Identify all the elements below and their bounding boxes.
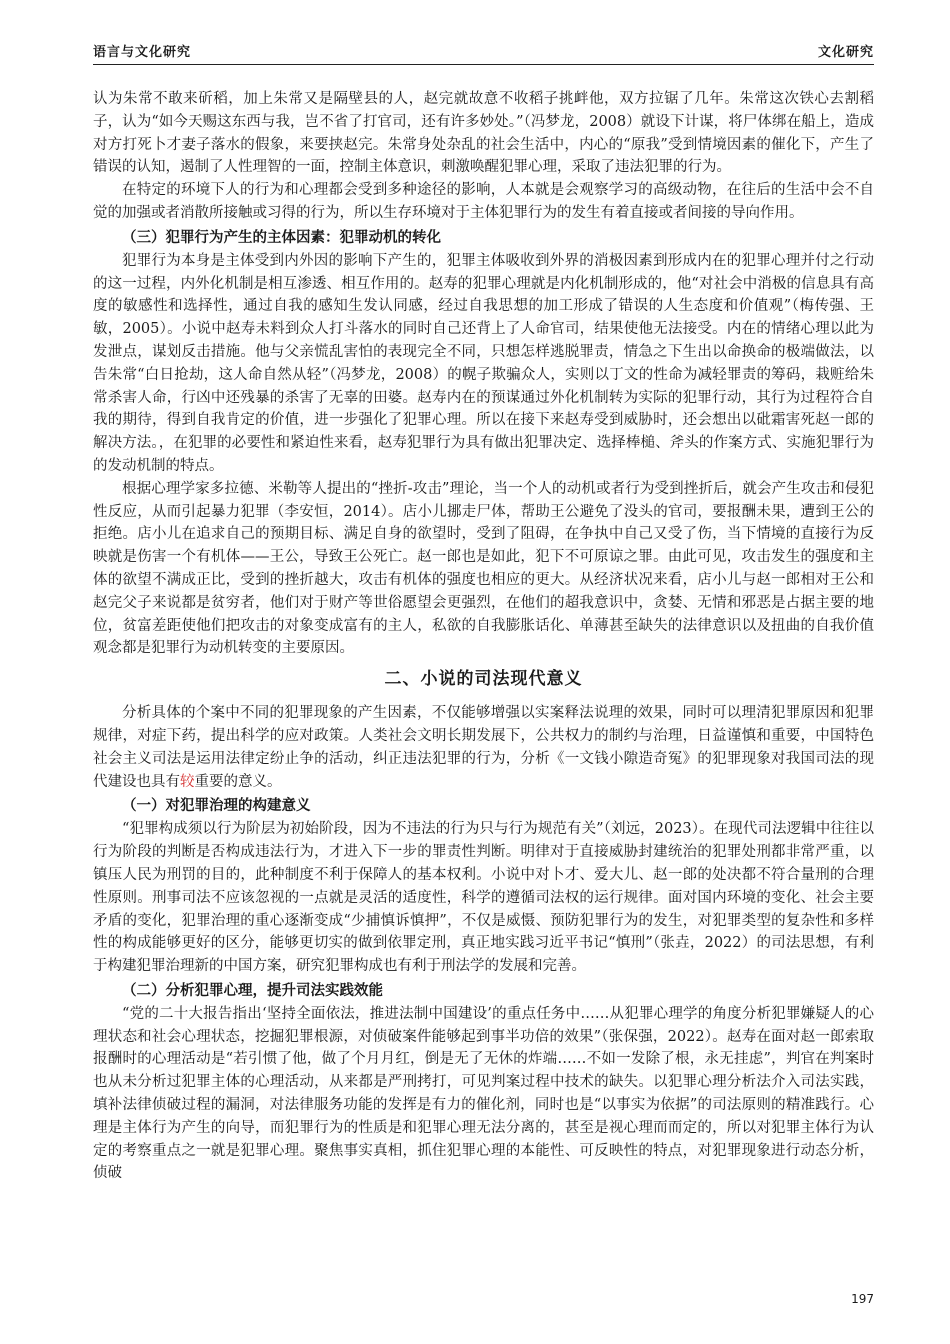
subsection-heading: （一）对犯罪治理的构建意义 xyxy=(122,798,311,815)
paragraph: “党的二十大报告指出‘坚持全面依法，推进法制中国建设’的重点任务中……从犯罪心理学的角度分析犯罪嫌疑人的心理状态和社会心理状态，挖掘犯罪根源，对侦破案件能够起到事半功倍的效果”（张保强，2022）。赵寿在面对赵一郎索取报酬时的心理活动是“若引惯了他，做了个月月红，倒是无了无休的炸端……不如一发除了根，永无挂虑”，判官在判案时也从未分析过犯罪主体的心理活动，从来都是严刑拷打，可见判案过程中技术的缺失。以犯罪心理分析法介入司法实践，填补法律侦破过程的漏洞，对法律服务功能的发挥是有力的催化剂，同时也是“以事实为依据”的司法原则的精准践行。心理是主体行为产生的向导，而犯罪行为的性质是和犯罪心理无法分离的，甚至是视心理而而定的，所以对犯罪主体行为认定的考察重点之一就是犯罪心理。聚焦事实真相，抓住犯罪心理的本能性、可反映性的特点，对犯罪现象进行动态分析，侦破 xyxy=(93,1005,874,1182)
subsection-heading: （二）分析犯罪心理，提升司法实践效能 xyxy=(122,982,383,999)
section-heading: 二、小说的司法现代意义 xyxy=(384,669,583,690)
highlighted-char: 较 xyxy=(180,773,195,790)
paragraph: “犯罪构成须以行为阶层为初始阶段，因为不违法的行为只与行为规范有关”（刘远，2023）。在现代司法逻辑中往往以行为阶段的判断是否构成违法行为，才进入下一步的罪责性判断。明律对于直接威胁封建统治的犯罪处刑都非常严重，以镇压人民为刑罚的目的，此种制度不利于保障人的基本权利。小说中对卜才、爱大儿、赵一郎的处决都不符合量刑的合理性原则。刑事司法不应该忽视的一点就是灵活的适度性，科学的遵循司法权的运行规律。面对国内环境的变化、社会主要矛盾的变化，犯罪治理的重心逐渐变成“少捕慎诉慎押”，不仅是威慑、预防犯罪行为的发生，对犯罪类型的复杂性和多样性的构成能够更好的区分，能够更切实的做到依罪定刑，真正地实践习近平书记“慎刑”（张垚，2022）的司法思想，有利于构建犯罪治理新的中国方案，研究犯罪构成也有利于刑法学的发展和完善。 xyxy=(93,821,874,975)
paragraph-text: 重要的意义。 xyxy=(194,773,282,790)
paragraph: 犯罪行为本身是主体受到内外因的影响下产生的，犯罪主体吸收到外界的消极因素到形成内在的犯罪心理并付之行动的这一过程，内外化机制是相互渗透、相互作用的。赵寿的犯罪心理就是内化机制形成的，他“对社会中消极的信息具有高度的敏感性和选择性，通过自我的感知生发认同感，经过自我思想的加工形成了错误的人生态度和价值观”（梅传强、王敏，2005）。小说中赵寿未料到众人打斗落水的同时自己还背上了人命官司，结果使他无法接受。内在的情绪心理以此为发泄点，谋划反击措施。他与父亲慌乱害怕的表现完全不同，只想怎样逃脱罪责，情急之下生出以命换命的极端做法，以告朱常“白日抢劫，这人命自然从轻”（冯梦龙，2008）的幌子欺骗众人，实则以丁文的性命为减轻罪责的筹码，栽赃给朱常杀害人命，行凶中还残暴的杀害了无辜的田婆。赵寿内在的预谋通过外化机制转为实际的犯罪行动，其行为过程符合自我的期待，得到自我肯定的价值，进一步强化了犯罪心理。所以在接下来赵寿受到威胁时，还会想出以砒霜害死赵一郎的解决方法。，在犯罪的必要性和紧迫性来看，赵寿犯罪行为具有做出犯罪决定、选择棒槌、斧头的作案方式、实施犯罪行为的发动机制的特点。 xyxy=(93,252,874,474)
paragraph: 认为朱常不敢来斫稻，加上朱常又是隔壁县的人，赵完就故意不收稻子挑衅他，双方拉锯了几年。朱常这次铁心去割稻子，认为“如今天赐这东西与我，岂不省了打官司，还有许多妙处。”（冯梦龙，2008）就设下计谋，将尸体绑在船上，造成对方打死卜才妻子落水的假象，来要挟赵完。朱常身处杂乱的社会生活中，内心的“原我”受到情境因素的催化下，产生了错误的认知，遏制了人性理智的一面，控制主体意识，刺激唤醒犯罪心理，采取了违法犯罪的行为。 xyxy=(93,91,874,176)
section-title: 文化研究 xyxy=(817,45,874,60)
journal-title: 语言与文化研究 xyxy=(93,45,192,60)
paragraph: 根据心理学家多拉德、米勒等人提出的“挫折-攻击”理论，当一个人的动机或者行为受到挫折后，就会产生攻击和侵犯性反应，从而引起暴力犯罪（李安恒，2014）。店小儿挪走尸体，帮助王公避免了没头的官司，要报酬未果，遭到王公的拒绝。店小儿在追求自己的预期目标、满足自身的欲望时，受到了阻碍，在争执中自己又受了伤，当下情境的直接行为反映就是伤害一个有机体——王公，导致王公死亡。赵一郎也是如此，犯下不可原谅之罪。由此可见，攻击发生的强度和主体的欲望不满成正比，受到的挫折越大，攻击有机体的强度也相应的更大。从经济状况来看，店小儿与赵一郎相对王公和赵完父子来说都是贫穷者，他们对于财产等世俗愿望会更强烈，在他们的超我意识中，贪婪、无情和邪恶是占据主要的地位，贫富差距使他们把攻击的对象变成富有的主人，私欲的自我膨胀话化、单薄甚至缺失的法律意识以及扭曲的自我价值观念都是犯罪行为动机转变的主要原因。 xyxy=(93,480,874,657)
paragraph: 在特定的环境下人的行为和心理都会受到多种途径的影响，人本就是会观察学习的高级动物，在往后的生活中会不自觉的加强或者消散所接触或习得的行为，所以生存环境对于主体犯罪行为的发生有着直接或者间接的导向作用。 xyxy=(93,182,874,221)
running-header xyxy=(93,40,874,65)
page-number: 197 xyxy=(851,1292,874,1306)
paragraph xyxy=(93,702,874,793)
paragraph-text: 分析具体的个案中不同的犯罪现象的产生因素，不仅能够增强以实案释法说理的效果，同时可以理清犯罪原因和犯罪规律，对症下药，提出科学的应对政策。人类社会文明长期发展下，公共权力的制约与治理，日益谨慎和重要，中国特色社会主义司法是运用法律定纷止争的活动，纠正违法犯罪的行为，分析《一文钱小隙造奇冤》的犯罪现象对我国司法的现代建设也具有 xyxy=(93,705,874,790)
article-body xyxy=(93,88,874,1185)
subsection-heading: （三）犯罪行为产生的主体因素：犯罪动机的转化 xyxy=(122,229,441,246)
